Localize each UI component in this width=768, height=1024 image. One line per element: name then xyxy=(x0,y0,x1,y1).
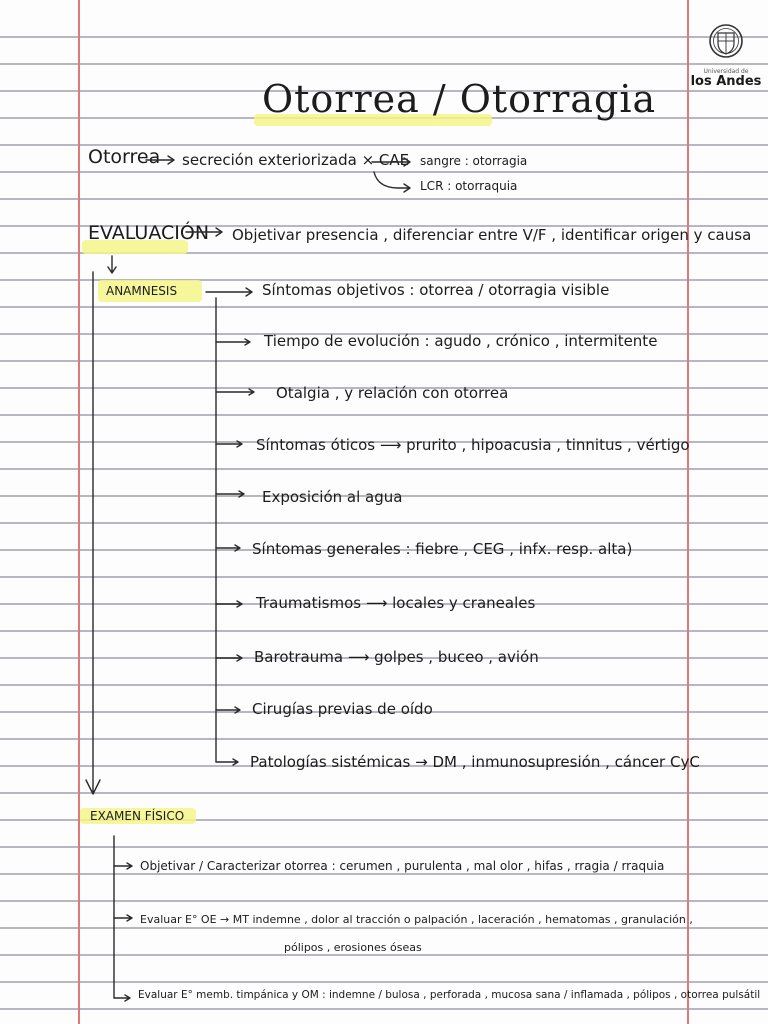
anamnesis-label: ANAMNESIS xyxy=(106,284,178,298)
definition-branch-blood: sangre : otorragia xyxy=(420,154,528,168)
page-title: Otorrea / Otorragia xyxy=(262,77,657,121)
evaluacion-text: Objetivar presencia , diferenciar entre V/F , identificar origen y causa xyxy=(232,226,752,244)
examen-item: Objetivar / Caracterizar otorrea : cerumen , purulenta , mal olor , hifas , rragia / rraquia xyxy=(140,859,665,873)
anamnesis-item: Síntomas objetivos : otorrea / otorragia visible xyxy=(262,281,610,299)
anamnesis-item: Síntomas óticos ⟶ prurito , hipoacusia , tinnitus , vértigo xyxy=(256,436,690,454)
anamnesis-item: Otalgia , y relación con otorrea xyxy=(276,384,509,402)
examen-item: Evaluar E° memb. timpánica y OM : indemne / bulosa , perforada , mucosa sana / inflamada , pólipos , otorrea pulsátil xyxy=(138,989,761,1001)
definition-branch-lcr: LCR : otorraquia xyxy=(420,179,518,193)
anamnesis-item: Cirugías previas de oído xyxy=(252,700,433,718)
definition-term: Otorrea xyxy=(88,146,161,168)
logo-name: los Andes xyxy=(690,74,762,89)
definition-text: secreción exteriorizada × CAE xyxy=(182,151,410,169)
examen-item-continuation: pólipos , erosiones óseas xyxy=(284,941,422,954)
logo-subtitle: Universidad de xyxy=(703,68,749,75)
anamnesis-item: Síntomas generales : fiebre , CEG , infx. resp. alta) xyxy=(252,540,633,558)
anamnesis-item: Traumatismos ⟶ locales y craneales xyxy=(256,594,536,612)
examen-label: EXAMEN FÍSICO xyxy=(90,809,185,823)
anamnesis-item: Tiempo de evolución : agudo , crónico , intermitente xyxy=(264,332,658,350)
evaluacion-label: EVALUACIÓN xyxy=(88,222,210,244)
anamnesis-item: Exposición al agua xyxy=(262,488,403,506)
anamnesis-item: Patologías sistémicas → DM , inmunosupresión , cáncer CyC xyxy=(250,753,700,771)
examen-item: Evaluar E° OE → MT indemne , dolor al tracción o palpación , laceración , hematomas , granulación , xyxy=(140,913,693,926)
anamnesis-item: Barotrauma ⟶ golpes , buceo , avión xyxy=(254,648,539,666)
